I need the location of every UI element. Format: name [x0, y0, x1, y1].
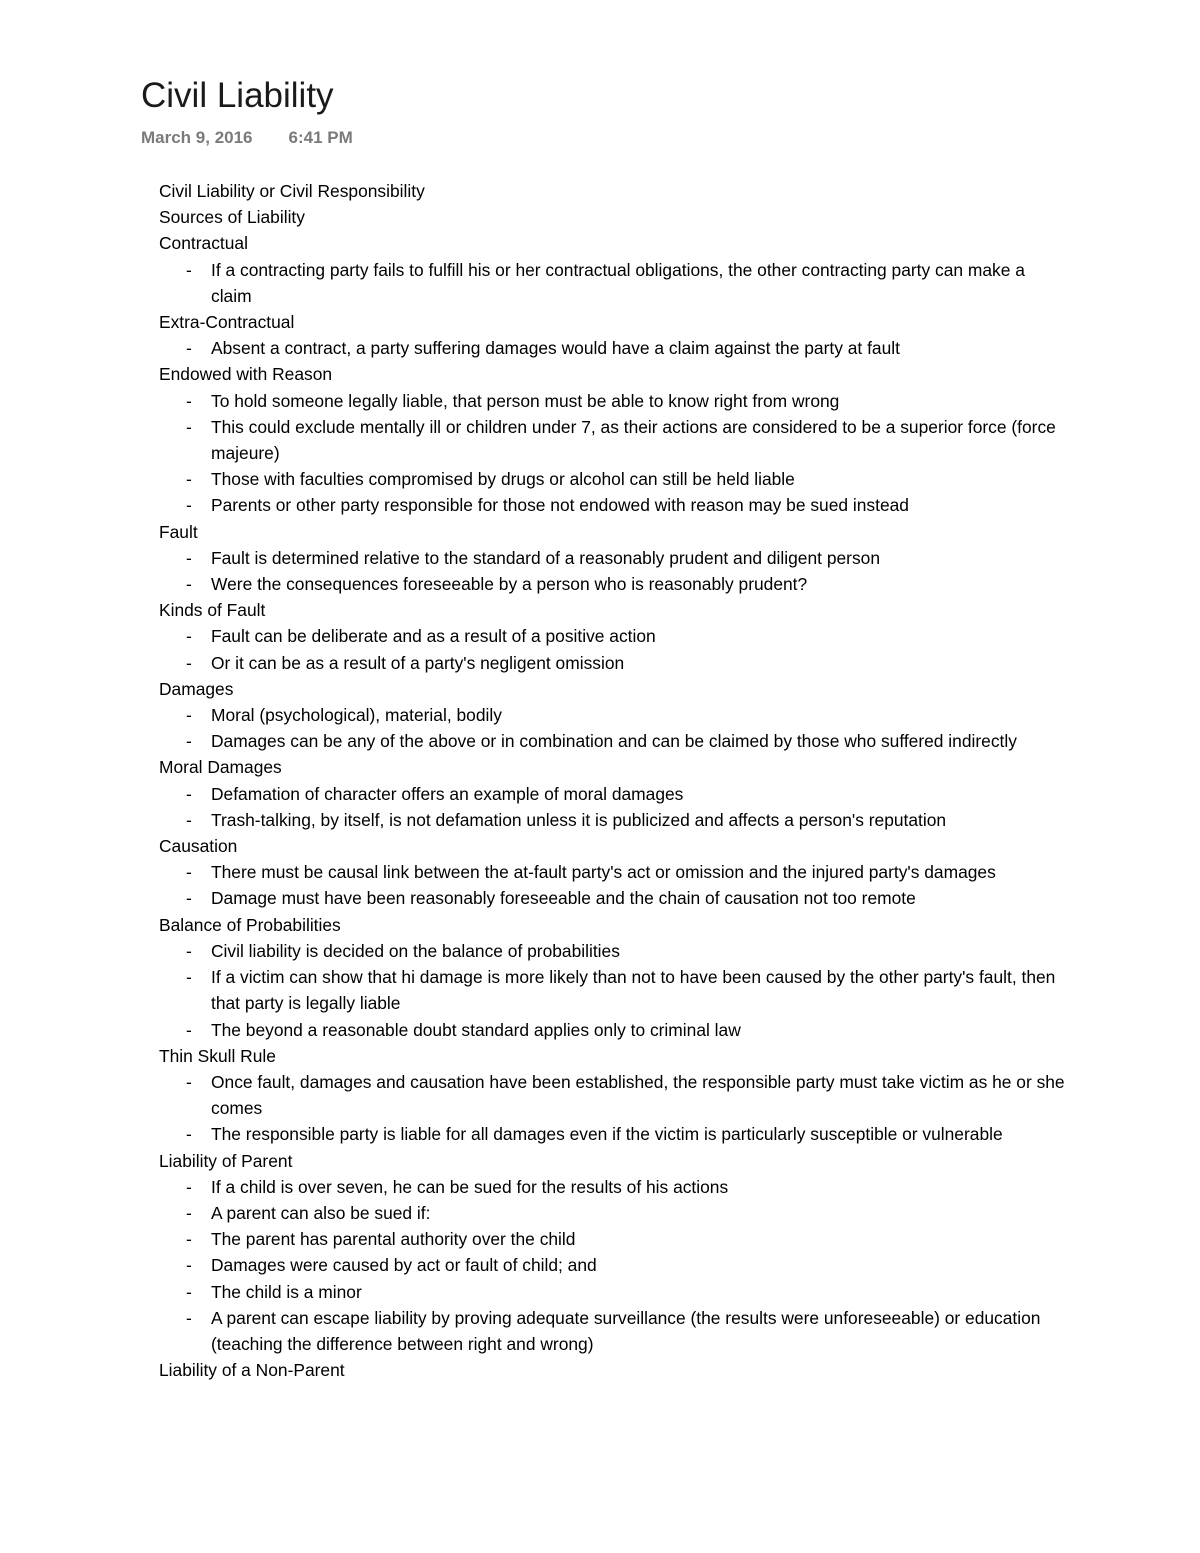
list-item — [159, 1121, 1069, 1147]
dash-bullet-icon: - — [186, 967, 192, 988]
list-item-text: Defamation of character offers an example of moral damages — [211, 783, 684, 804]
bullet-list — [159, 335, 1069, 361]
section-heading: Balance of Probabilities — [159, 914, 341, 935]
list-item — [159, 859, 1069, 885]
list-item-text: This could exclude mentally ill or children under 7, as their actions are considered to be a superior force (force majeure) — [211, 416, 1056, 464]
list-item — [159, 650, 1069, 676]
list-item-text: If a contracting party fails to fulfill his or her contractual obligations, the other contracting party can make a claim — [211, 259, 1025, 306]
dash-bullet-icon: - — [186, 416, 192, 437]
list-item — [159, 414, 1069, 466]
section-heading: Liability of a Non-Parent — [159, 1360, 345, 1381]
dash-bullet-icon: - — [186, 469, 192, 490]
bullet-list — [159, 257, 1069, 309]
dash-bullet-icon: - — [186, 547, 192, 568]
dash-bullet-icon: - — [186, 338, 192, 359]
list-item-text: Damages can be any of the above or in combination and can be claimed by those who suffered indirectly — [211, 731, 1017, 752]
list-item — [159, 257, 1069, 309]
list-item — [159, 1174, 1069, 1200]
list-item — [159, 781, 1069, 807]
bullet-list — [159, 1069, 1069, 1148]
dash-bullet-icon: - — [186, 1019, 192, 1040]
list-item — [159, 545, 1069, 571]
dash-bullet-icon: - — [186, 1176, 192, 1197]
section-heading: Kinds of Fault — [159, 600, 266, 621]
list-item-text: Fault is determined relative to the standard of a reasonably prudent and diligent person — [211, 547, 880, 568]
bullet-list — [159, 938, 1069, 1043]
dash-bullet-icon: - — [186, 862, 192, 883]
page-date: March 9, 2016 — [141, 128, 253, 147]
list-item — [159, 388, 1069, 414]
section-heading: Endowed with Reason — [159, 364, 333, 385]
dash-bullet-icon: - — [186, 1229, 192, 1250]
list-item — [159, 1252, 1069, 1278]
dash-bullet-icon: - — [186, 1281, 192, 1302]
section-heading: Civil Liability or Civil Responsibility — [159, 181, 425, 201]
list-item — [159, 466, 1069, 492]
dash-bullet-icon: - — [186, 574, 192, 595]
list-item — [159, 964, 1069, 1016]
dash-bullet-icon: - — [186, 888, 192, 909]
list-item-text: Those with faculties compromised by drugs or alcohol can still be held liable — [211, 469, 795, 490]
page-title: Civil Liability — [141, 76, 334, 115]
dash-bullet-icon: - — [186, 1124, 192, 1145]
bullet-list — [159, 859, 1069, 911]
list-item — [159, 807, 1069, 833]
list-item — [159, 1017, 1069, 1043]
list-item-text: Absent a contract, a party suffering damages would have a claim against the party at fault — [211, 338, 900, 359]
list-item — [159, 1226, 1069, 1252]
list-item-text: Damages were caused by act or fault of child; and — [211, 1255, 597, 1276]
section-heading: Moral Damages — [159, 757, 282, 778]
bullet-list — [159, 1174, 1069, 1357]
list-item-text: If a child is over seven, he can be sued for the results of his actions — [211, 1176, 729, 1197]
list-item-text: The responsible party is liable for all damages even if the victim is particularly susceptible or vulnerable — [211, 1124, 1003, 1145]
bullet-list — [159, 388, 1069, 519]
dash-bullet-icon: - — [186, 626, 192, 647]
page-time: 6:41 PM — [288, 128, 353, 147]
dash-bullet-icon: - — [186, 1307, 192, 1328]
list-item — [159, 1069, 1069, 1121]
list-item-text: The beyond a reasonable doubt standard applies only to criminal law — [211, 1019, 741, 1040]
list-item — [159, 623, 1069, 649]
notes-body — [159, 178, 1069, 1383]
list-item-text: Once fault, damages and causation have been established, the responsible party must take victim as he or she comes — [211, 1071, 1065, 1119]
section-heading: Fault — [159, 521, 198, 542]
list-item — [159, 335, 1069, 361]
list-item — [159, 492, 1069, 518]
list-item-text: Parents or other party responsible for those not endowed with reason may be sued instead — [211, 495, 909, 516]
page-meta — [141, 126, 353, 150]
section-heading: Causation — [159, 836, 238, 857]
list-item-text: The child is a minor — [211, 1281, 362, 1302]
list-item-text: A parent can also be sued if: — [211, 1202, 431, 1223]
dash-bullet-icon: - — [186, 1202, 192, 1223]
section-heading: Sources of Liability — [159, 207, 305, 228]
dash-bullet-icon: - — [186, 1071, 192, 1092]
bullet-list — [159, 781, 1069, 833]
list-item-text: Damage must have been reasonably foreseeable and the chain of causation not too remote — [211, 888, 916, 909]
dash-bullet-icon: - — [186, 940, 192, 961]
list-item — [159, 1279, 1069, 1305]
list-item — [159, 938, 1069, 964]
dash-bullet-icon: - — [186, 731, 192, 752]
section-heading: Thin Skull Rule — [159, 1045, 276, 1066]
section-heading: Contractual — [159, 233, 248, 254]
section-heading: Extra-Contractual — [159, 312, 295, 333]
list-item-text: If a victim can show that hi damage is more likely than not to have been caused by the other party's fault, then that party is legally liable — [211, 967, 1056, 1014]
list-item-text: A parent can escape liability by proving adequate surveillance (the results were unforeseeable) or education (teaching the difference between right and wrong) — [211, 1307, 1041, 1354]
list-item-text: Or it can be as a result of a party's negligent omission — [211, 652, 625, 673]
list-item-text: Civil liability is decided on the balance of probabilities — [211, 940, 620, 961]
list-item — [159, 702, 1069, 728]
list-item-text: Moral (psychological), material, bodily — [211, 705, 502, 726]
list-item — [159, 571, 1069, 597]
list-item-text: To hold someone legally liable, that person must be able to know right from wrong — [211, 390, 840, 411]
list-item-text: There must be causal link between the at-fault party's act or omission and the injured party's damages — [211, 862, 996, 883]
dash-bullet-icon: - — [186, 705, 192, 726]
list-item-text: Trash-talking, by itself, is not defamation unless it is publicized and affects a person's reputation — [211, 809, 947, 830]
list-item-text: Were the consequences foreseeable by a person who is reasonably prudent? — [211, 574, 808, 595]
list-item-text: The parent has parental authority over the child — [211, 1229, 576, 1250]
bullet-list — [159, 702, 1069, 754]
list-item — [159, 1200, 1069, 1226]
dash-bullet-icon: - — [186, 1255, 192, 1276]
list-item — [159, 728, 1069, 754]
dash-bullet-icon: - — [186, 809, 192, 830]
bullet-list — [159, 623, 1069, 675]
dash-bullet-icon: - — [186, 259, 192, 280]
dash-bullet-icon: - — [186, 495, 192, 516]
dash-bullet-icon: - — [186, 783, 192, 804]
dash-bullet-icon: - — [186, 390, 192, 411]
list-item — [159, 885, 1069, 911]
dash-bullet-icon: - — [186, 652, 192, 673]
section-heading: Damages — [159, 678, 234, 699]
bullet-list — [159, 545, 1069, 597]
section-heading: Liability of Parent — [159, 1150, 293, 1171]
list-item — [159, 1305, 1069, 1357]
list-item-text: Fault can be deliberate and as a result of a positive action — [211, 626, 656, 647]
